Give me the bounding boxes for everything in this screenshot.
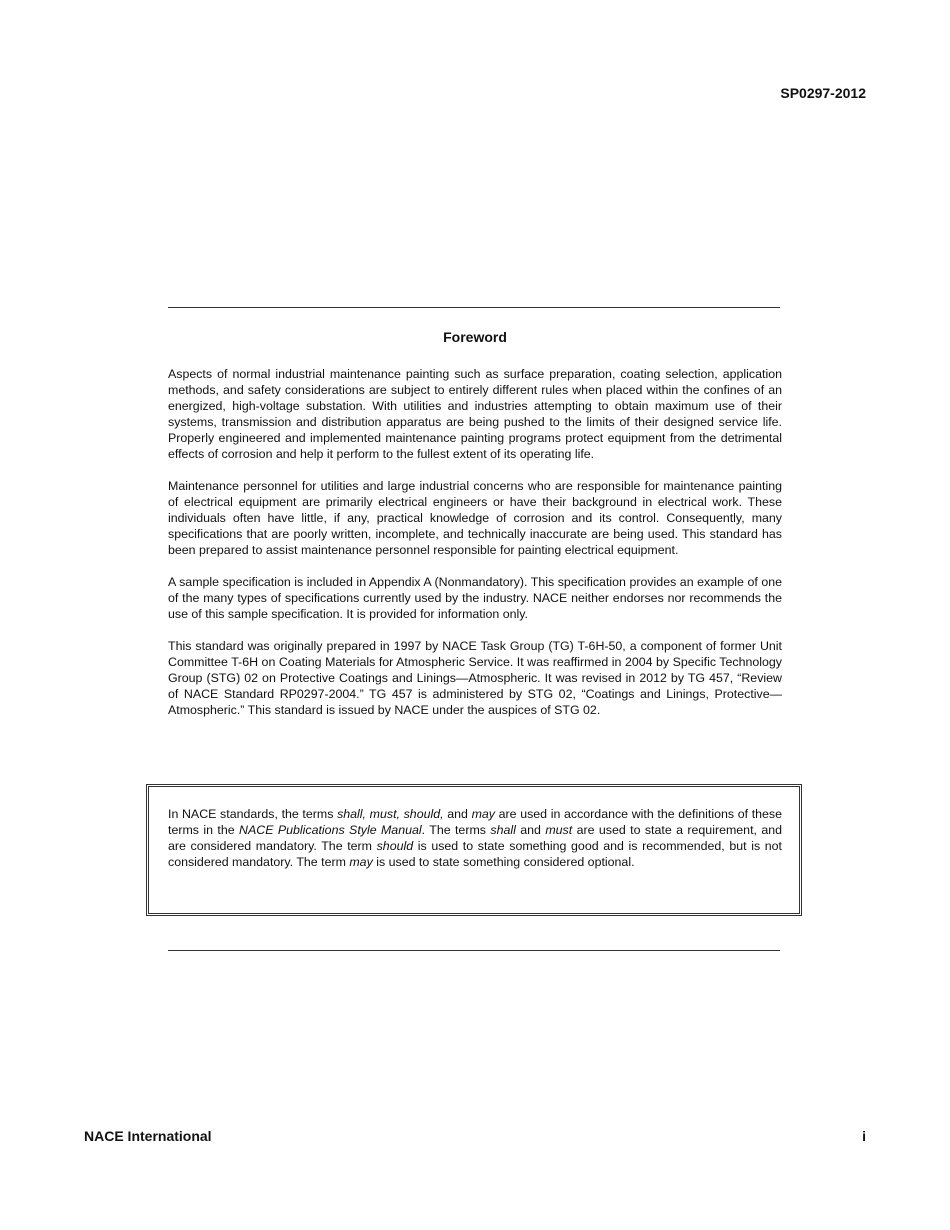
- notice-text-segment: is used to state something good and is recommended, but is not considered mandatory. The term: [168, 839, 782, 869]
- terminology-notice-text: [168, 806, 782, 870]
- term-may: may: [349, 855, 373, 869]
- term-should: should,: [403, 807, 444, 821]
- term-should: should: [376, 839, 414, 853]
- term-must: must: [545, 823, 573, 837]
- notice-text-segment: is used to state something considered optional.: [372, 855, 635, 869]
- top-divider: [168, 307, 780, 308]
- notice-text-segment: are used in accordance with the definitions of these terms in the: [168, 807, 783, 837]
- term-shall: shall: [490, 823, 516, 837]
- notice-text-segment: and: [443, 807, 472, 821]
- notice-text-segment: In NACE standards, the terms: [168, 807, 338, 821]
- term-shall: shall,: [337, 807, 370, 821]
- foreword-paragraph-4: This standard was originally prepared in 1997 by NACE Task Group (TG) T-6H-50, a component of former Unit Committee T-6H on Coating Materials for Atmospheric Service. It was reaffirmed in 2004 by Specific Technology Group (STG) 02 on Protective Coatings and Linings—Atmospheric. It was revised in 2012 by TG 457, “Review of NACE Standard RP0297-2004.” TG 457 is administered by STG 02, “Coatings and Linings, Protective—Atmospheric.” This standard is issued by NACE under the auspices of STG 02.: [168, 639, 782, 717]
- style-manual-title: NACE Publications Style Manual: [239, 823, 422, 837]
- notice-text-segment: and: [515, 823, 546, 837]
- notice-text-segment: are used to state a requirement, and are considered mandatory. The term: [168, 823, 783, 853]
- foreword-body: [168, 366, 782, 734]
- term-may: may: [471, 807, 495, 821]
- page-number: i: [862, 1128, 866, 1144]
- notice-text-segment: . The terms: [421, 823, 491, 837]
- terminology-notice-box: [146, 784, 802, 916]
- term-must: must,: [369, 807, 404, 821]
- foreword-paragraph-1: Aspects of normal industrial maintenance painting such as surface preparation, coating selection, application methods, and safety considerations are subject to entirely different rules when placed within the confines of an energized, high-voltage substation. With utilities and industries attempting to obtain maximum use of their systems, transmission and distribution apparatus are being pushed to the limits of their designed service life. Properly engineered and implemented maintenance painting programs protect equipment from the detrimental effects of corrosion and help it perform to the fullest extent of its operating life.: [168, 367, 782, 461]
- foreword-paragraph-3: A sample specification is included in Appendix A (Nonmandatory). This specification provides an example of one of the many types of specifications currently used by the industry. NACE neither endorses nor recommends the use of this sample specification. It is provided for information only.: [168, 575, 782, 621]
- footer-organization: NACE International: [84, 1128, 212, 1144]
- foreword-title: Foreword: [443, 329, 507, 345]
- document-id: SP0297-2012: [780, 85, 866, 101]
- foreword-paragraph-2: Maintenance personnel for utilities and large industrial concerns who are responsible for maintenance painting of electrical equipment are primarily electrical engineers or have their background in electrical work. These individuals often have little, if any, practical knowledge of corrosion and its control. Consequently, many specifications that are poorly written, incomplete, and technically inaccurate are being used. This standard has been prepared to assist maintenance personnel responsible for painting electrical equipment.: [168, 479, 782, 557]
- bottom-divider: [168, 950, 780, 951]
